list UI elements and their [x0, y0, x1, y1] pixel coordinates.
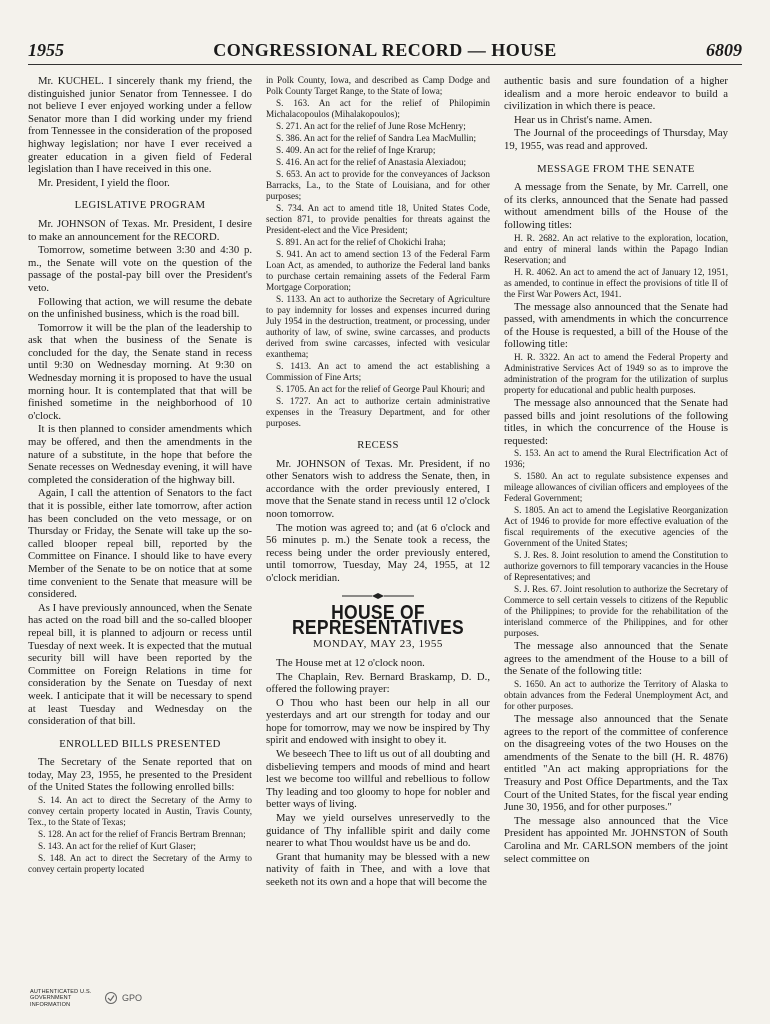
- bill-item: S. J. Res. 67. Joint resolution to authorize the Secretary of Commerce to sell certain vessels to citizens of the Republic of the Philippines; to provide for the rehabilitation of the interisland commerce of the Philippines, and for other purposes.: [504, 584, 728, 639]
- prayer-paragraph: O Thou who hast been our help in all our yesterdays and art our strength for today and our hope for tomorrow, may we now be inspired by Thy spirit and endowed with insight to obey it.: [266, 696, 490, 747]
- prayer-paragraph: May we yield ourselves unreservedly to the guidance of Thy infallible spirit and daily come nearer to what Thou wouldst have us be and do.: [266, 812, 490, 850]
- divider-ornament-icon: [338, 592, 418, 600]
- paragraph: The Journal of the proceedings of Thursday, May 19, 1955, was read and approved.: [504, 127, 728, 152]
- bill-item: H. R. 4062. An act to amend the act of January 12, 1951, as amended, to continue in effect the provisions of title II of the First War Powers Act, 1941.: [504, 266, 728, 299]
- bill-item: S. J. Res. 8. Joint resolution to amend the Constitution to authorize governors to fill temporary vacancies in the House of Representatives; and: [504, 550, 728, 583]
- paragraph: The House met at 12 o'clock noon.: [276, 656, 425, 669]
- gpo-seal-icon: [104, 991, 118, 1005]
- bill-item: S. 734. An act to amend title 18, United States Code, section 871, to provide penalties for threats against the President-elect and the Vice President;: [266, 203, 490, 235]
- bill-item: in Polk County, Iowa, and described as Camp Dodge and Polk County Target Range, to the State of Iowa;: [266, 75, 490, 96]
- page-number: 6809: [705, 40, 742, 60]
- column-1: [28, 75, 252, 890]
- paragraph: A message from the Senate, by Mr. Carrell, one of its clerks, announced that the Senate had passed without amendment bills of the House of the following titles:: [504, 181, 728, 231]
- gpo-authentication-text: AUTHENTICATED U.S. GOVERNMENT INFORMATION: [30, 988, 92, 1008]
- paragraph: authentic basis and sure foundation of a higher idealism and a more heroic endeavor to build a civilization in which there is peace.: [504, 75, 728, 113]
- paragraph: Mr. JOHNSON of Texas. Mr. President, I desire to make an announcement for the RECORD.: [28, 217, 252, 243]
- page-year: 1955: [28, 40, 64, 60]
- paragraph: The message also announced that the Senate had passed, with amendments in which the concurrence of the House is requested, a bill of the House of the following title:: [504, 300, 728, 351]
- paragraph: Tomorrow, sometime between 3:30 and 4:30 p. m., the Senate will vote on the question of the passage of the postal-pay bill over the President's veto.: [28, 244, 252, 294]
- section-heading-enrolled-bills: ENROLLED BILLS PRESENTED: [59, 737, 221, 750]
- paragraph: The Secretary of the Senate reported that on today, May 23, 1955, he presented to the President of the United States the following enrolled bills:: [28, 756, 252, 794]
- bill-item: S. 1650. An act to authorize the Territory of Alaska to obtain advances from the Federal Unemployment Act, and for other purposes.: [504, 679, 728, 712]
- bill-item: S. 1413. An act to amend the act establishing a Commission of Fine Arts;: [266, 361, 490, 382]
- paragraph: It is then planned to consider amendments which may be offered, and then the amendments in the nature of a substitute, in the hope that before the Senate recesses on Wednesday evening, it will have completed the consideration of the highway bill.: [28, 423, 252, 486]
- column-3: [504, 75, 728, 890]
- paragraph: Again, I call the attention of Senators to the fact that it is possible, either late tomorrow, after action has been concluded on the veto message, or on Thursday or Friday, the Senate will take up the so-called blooper repeal bill, reported by the Committee on Finance. I should like to have every Member of the Senate to be on notice that at some time convenient to the Senate that measure will be considered.: [28, 487, 252, 601]
- paragraph: Hear us in Christ's name. Amen.: [514, 113, 653, 126]
- paragraph: Mr. President, I yield the floor.: [38, 176, 170, 189]
- bill-item: S. 1580. An act to regulate subsistence expenses and mileage allowances of civilian officers and employees of the Federal Government;: [504, 471, 728, 504]
- column-2: [266, 75, 490, 890]
- gpo-authentication-stamp: [30, 989, 142, 1009]
- bill-item: H. R. 3322. An act to amend the Federal Property and Administrative Services Act of 1949 so as to improve the administration of the program for the utilization of surplus property for educational and public health purposes.: [504, 351, 728, 395]
- chamber-heading-house: HOUSE OF REPRESENTATIVES: [291, 600, 465, 639]
- bill-item: S. 143. An act for the relief of Kurt Glaser;: [38, 841, 196, 852]
- bill-item: S. 271. An act for the relief of June Rose McHenry;: [276, 121, 466, 131]
- section-heading-legislative-program: LEGISLATIVE PROGRAM: [74, 199, 206, 212]
- prayer-paragraph: Grant that humanity may be blessed with a new nativity of faith in Thee, and with a love that seeketh not its own and a hope that will become the: [266, 850, 490, 888]
- bill-item: S. 416. An act for the relief of Anastasia Alexiadou;: [276, 157, 467, 167]
- paragraph: The Chaplain, Rev. Bernard Braskamp, D. D., offered the following prayer:: [266, 670, 490, 696]
- bill-item: S. 148. An act to direct the Secretary of the Army to convey certain property located: [28, 853, 252, 875]
- section-heading-message-from-senate: MESSAGE FROM THE SENATE: [537, 162, 695, 175]
- bill-item: S. 14. An act to direct the Secretary of the Army to convey certain property located in Austin, Travis County, Tex., to the State of Texas;: [28, 795, 252, 828]
- bill-item: S. 1805. An act to amend the Legislative Reorganization Act of 1946 to provide for more effective evaluation of the fiscal requirements of the executive agencies of the Government of the United States;: [504, 505, 728, 549]
- bill-item: S. 653. An act to provide for the conveyances of Jackson Barracks, La., to the State of Louisiana, and for other purposes;: [266, 169, 490, 201]
- bill-item: S. 386. An act for the relief of Sandra Lea MacMullin;: [276, 133, 477, 143]
- session-date: MONDAY, MAY 23, 1955: [312, 638, 444, 651]
- paragraph: The message also announced that the Senate agrees to the amendment of the House to a bill of the Senate of the following title:: [504, 640, 728, 678]
- section-heading-recess: RECESS: [357, 439, 399, 451]
- paragraph: The motion was agreed to; and (at 6 o'clock and 56 minutes p. m.) the Senate took a recess, the recess being under the order previously entered, until tomorrow, Tuesday, May 24, 1955, at 12 o'clock meridian.: [266, 521, 490, 584]
- gpo-logo: GPO: [122, 993, 143, 1004]
- bill-item: S. 1133. An act to authorize the Secretary of Agriculture to pay indemnity for losses and expenses incurred during July 1954 in the destruction, treatment, or processing, under authority of law, of swine, swine carcasses, and products derived from swine carcasses, infected with vesicular exanthema;: [266, 294, 490, 359]
- bill-item: S. 1727. An act to authorize certain administrative expenses in the Treasury Department, and for other purposes.: [266, 396, 490, 428]
- text-columns: [28, 75, 742, 890]
- bill-item: S. 409. An act for the relief of Inge Krarup;: [276, 145, 436, 155]
- paragraph: As I have previously announced, when the Senate has acted on the road bill and the so-called blooper repeal bill, it is planned to adjourn or recess until Tuesday of next week. It is expected that the mutual security bill will have been reported by the Committee on Foreign Relations in time for consideration by the Senate on Tuesday of next week. I anticipate that it will be necessary to spend at least Tuesday and Wednesday on the consideration of that bill.: [28, 601, 252, 728]
- bill-item: S. 163. An act for the relief of Philopimin Michalacopoulos (Mihalakopoulos);: [266, 98, 490, 119]
- paragraph: The message also announced that the Vice President has appointed Mr. JOHNSTON of South Carolina and Mr. CARLSON members of the joint select committee on: [504, 814, 728, 865]
- paragraph: The message also announced that the Senate had passed bills and joint resolutions of the following titles, in which the concurrence of the House is requested:: [504, 396, 728, 447]
- paragraph: The message also announced that the Senate agrees to the report of the committee of conference on the disagreeing votes of the two Houses on the amendments of the Senate to the bill (H. R. 4876) entitled "An act making appropriations for the Treasury and Post Office Departments, and the Tax Court of the United States, for the fiscal year ending June 30, 1956, and for other purposes.": [504, 713, 728, 814]
- paragraph: Tomorrow it will be the plan of the leadership to ask that when the business of the Senate is concluded for the day, the Senate stand in recess until 9:30 on Wednesday morning. At 9:30 on Wednesday morning it is proposed to have the usual morning hour. It is contemplated that that will be finished sometime in the neighborhood of 10 o'clock.: [28, 321, 252, 422]
- running-head: [28, 40, 742, 65]
- bill-item: H. R. 2682. An act relative to the exploration, location, and entry of mineral lands within the Papago Indian Reservation; and: [504, 232, 728, 265]
- page-title: CONGRESSIONAL RECORD — HOUSE: [213, 40, 557, 60]
- paragraph: Following that action, we will resume the debate on the unfinished business, which is the road bill.: [28, 295, 252, 321]
- paragraph: Mr. JOHNSON of Texas. Mr. President, if no other Senators wish to address the Senate, then, in accordance with the order previously entered, I move that the Senate stand in recess until 12 o'clock noon tomorrow.: [266, 457, 490, 520]
- bill-item: S. 1705. An act for the relief of George Paul Khouri; and: [276, 384, 485, 394]
- bill-item: S. 153. An act to amend the Rural Electrification Act of 1936;: [504, 448, 728, 470]
- paragraph: Mr. KUCHEL. I sincerely thank my friend, the distinguished junior Senator from Tennessee. I do not believe I ever enjoyed working under a fellow Senator more than I did working under my friend from Tennessee in the consideration of the proposed highway legislation; nor have I ever received a greater education in a given field of Federal legislation than I have received in this one.: [28, 75, 252, 176]
- bill-item: S. 128. An act for the relief of Francis Bertram Brennan;: [38, 829, 246, 840]
- prayer-paragraph: We beseech Thee to lift us out of all doubting and disbelieving tempers and moods of mind and heart lest we become too willful and rebellious to follow Thy leading and too gloomy to hope for nobler and better ways of living.: [266, 748, 490, 811]
- bill-item: S. 891. An act for the relief of Chokichi Iraha;: [276, 237, 446, 247]
- bill-item: S. 941. An act to amend section 13 of the Federal Farm Loan Act, as amended, to authorize the Federal land banks to purchase certain remaining assets of the Federal Farm Mortgage Corporation;: [266, 249, 490, 292]
